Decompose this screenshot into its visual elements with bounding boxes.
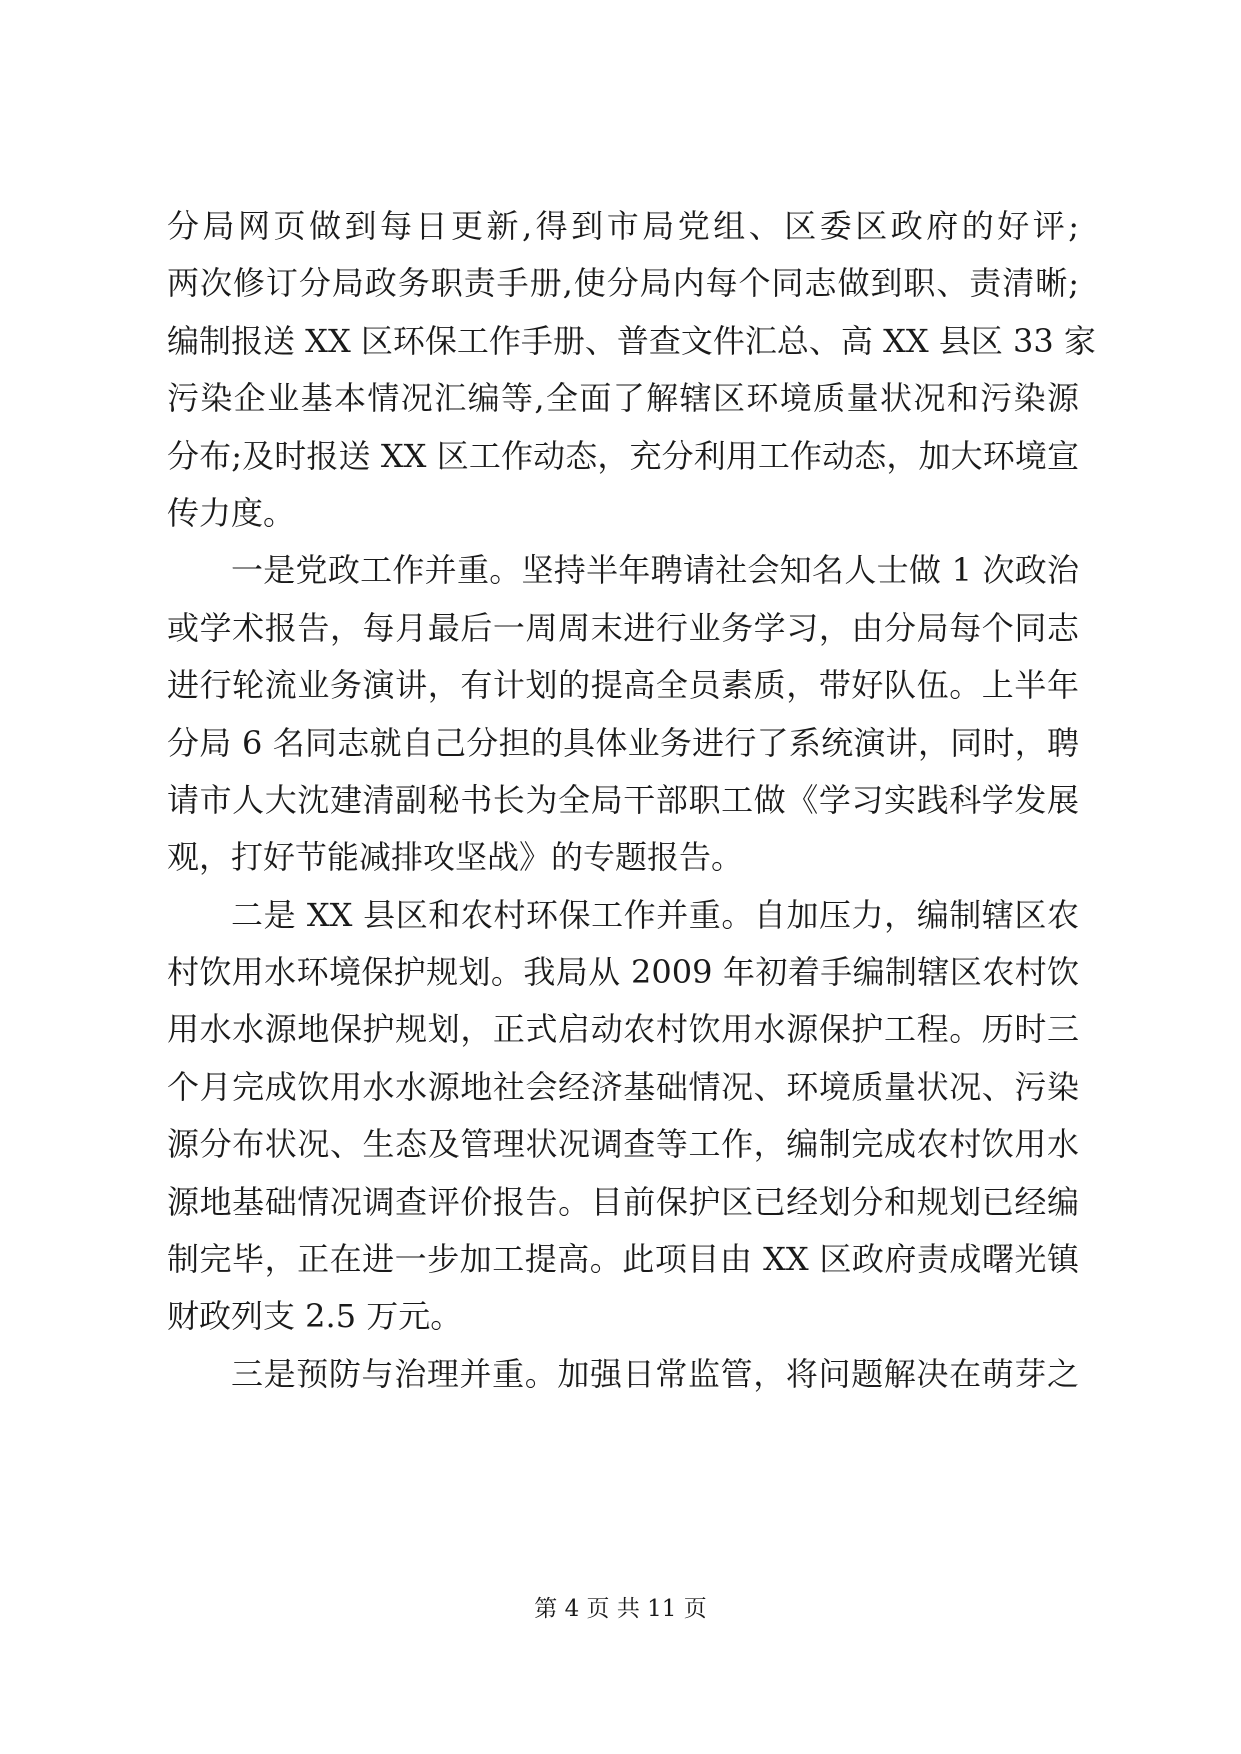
text-line: 个月完成饮用水水源地社会经济基础情况、环境质量状况、污染 (167, 1067, 1079, 1106)
text-line: 编制报送 XX 区环保工作手册、普查文件汇总、高 XX 县区 33 家 (167, 321, 1096, 360)
text-line: 请市人大沈建清副秘书长为全局干部职工做《学习实践科学发展 (167, 780, 1079, 819)
text-line: 用水水源地保护规划，正式启动农村饮用水源保护工程。历时三 (167, 1010, 1079, 1049)
paragraph-3 (167, 887, 1079, 1346)
text-line: 观，打好节能减排攻坚战》的专题报告。 (167, 838, 744, 877)
text-line: 两次修订分局政务职责手册,使分局内每个同志做到职、责清晰; (167, 264, 1079, 303)
text-line: 村饮用水环境保护规划。我局从 2009 年初着手编制辖区农村饮 (167, 953, 1079, 992)
text-line: 一是党政工作并重。坚持半年聘请社会知名人士做 1 次政治 (231, 551, 1079, 590)
page-number-label: 第 4 页 共 11 页 (534, 1596, 707, 1622)
paragraph-1 (167, 198, 1096, 542)
text-line: 源地基础情况调查评价报告。目前保护区已经划分和规划已经编 (167, 1182, 1079, 1221)
paragraph-4 (167, 1346, 1079, 1403)
text-line: 污染企业基本情况汇编等,全面了解辖区环境质量状况和污染源 (167, 379, 1079, 418)
text-line: 分局网页做到每日更新,得到市局党组、区委区政府的好评; (167, 207, 1079, 245)
text-line: 传力度。 (167, 493, 296, 532)
text-line: 分局 6 名同志就自己分担的具体业务进行了系统演讲，同时，聘 (167, 723, 1079, 762)
text-line: 三是预防与治理并重。加强日常监管，将问题解决在萌芽之 (231, 1354, 1079, 1393)
text-line: 二是 XX 县区和农村环保工作并重。自加压力，编制辖区农 (231, 895, 1079, 934)
paragraph-2 (167, 542, 1079, 886)
text-line: 制完毕，正在进一步加工提高。此项目由 XX 区政府责成曙光镇 (167, 1240, 1079, 1279)
page-footer (0, 1590, 1241, 1623)
text-line: 分布;及时报送 XX 区工作动态，充分利用工作动态，加大环境宣 (167, 436, 1079, 475)
text-line: 进行轮流业务演讲，有计划的提高全员素质，带好队伍。上半年 (167, 666, 1079, 705)
text-line: 财政列支 2.5 万元。 (167, 1297, 463, 1336)
text-line: 源分布状况、生态及管理状况调查等工作，编制完成农村饮用水 (167, 1125, 1079, 1164)
text-line: 或学术报告，每月最后一周周末进行业务学习，由分局每个同志 (167, 608, 1079, 647)
document-body (167, 198, 1096, 1403)
